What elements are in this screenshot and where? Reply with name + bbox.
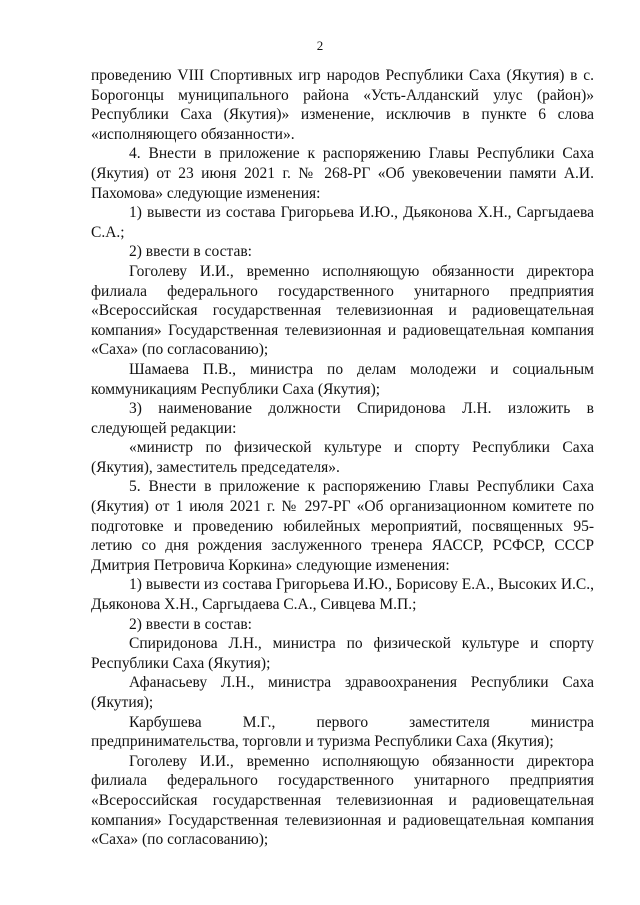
paragraph: 2) ввести в состав:	[129, 243, 252, 261]
paragraph: 4. Внести в приложение к распоряжению Главы Республики Саха (Якутия) от 23 июня 2021 г. № 268-РГ «Об увековечении памяти А.И. Пахомова» следующие изменения:	[91, 145, 594, 202]
paragraph: «министр по физической культуре и спорту Республики Саха (Якутия), заместитель председателя».	[91, 439, 594, 476]
paragraph: Шамаева П.В., министра по делам молодежи и социальным коммуникациям Республики Саха (Якутия);	[91, 360, 594, 398]
paragraph: Карбушева М.Г., первого заместителя министра предпринимательства, торговли и туризма Республики Саха (Якутия);	[91, 713, 594, 751]
paragraph: 3) наименование должности Спиридонова Л.Н. изложить в следующей редакции:	[91, 400, 594, 437]
paragraph: Афанасьеву Л.Н., министра здравоохранения Республики Саха (Якутия);	[91, 674, 594, 711]
paragraph: Гоголеву И.И., временно исполняющую обязанности директора филиала федерального государственного унитарного предприятия «Всероссийская государственная телевизионная и радиовещательная компания» Государственная телевизионная и радиовещательная компания «Саха» (по согласованию);	[91, 752, 594, 849]
paragraph: 2) ввести в состав:	[129, 615, 252, 633]
paragraph: 5. Внести в приложение к распоряжению Главы Республики Саха (Якутия) от 1 июля 2021 г. № 297-РГ «Об организационном комитете по подготовке и проведению юбилейных мероприятий, посвященных 95-летию со дня рождения заслуженного тренера ЯАССР, РСФСР, СССР Дмитрия Петровича Коркина» следующие изменения:	[91, 478, 594, 574]
page-number: 2	[316, 38, 324, 53]
paragraph: Спиридонова Л.Н., министра по физической культуре и спорту Республики Саха (Якутия);	[91, 635, 594, 672]
paragraph: 1) вывести из состава Григорьева И.Ю., Борисову Е.А., Высоких И.С., Дьяконова Х.Н., Саргыдаева С.А., Сивцева М.П.;	[91, 576, 594, 614]
paragraph: Гоголеву И.И., временно исполняющую обязанности директора филиала федерального государственного унитарного предприятия «Всероссийская государственная телевизионная и радиовещательная компания» Государственная телевизионная и радиовещательная компания «Саха» (по согласованию);	[91, 262, 594, 359]
document-body	[91, 66, 594, 850]
paragraph: проведению VIII Спортивных игр народов Республики Саха (Якутия) в с. Борогонцы муниципального района «Усть-Алданский улус (район)» Республики Саха (Якутия)» изменение, исключив в пункте 6 слова «исполняющего обязанности».	[91, 67, 594, 143]
paragraph: 1) вывести из состава Григорьева И.Ю., Дьяконова Х.Н., Саргыдаева С.А.;	[91, 204, 594, 241]
